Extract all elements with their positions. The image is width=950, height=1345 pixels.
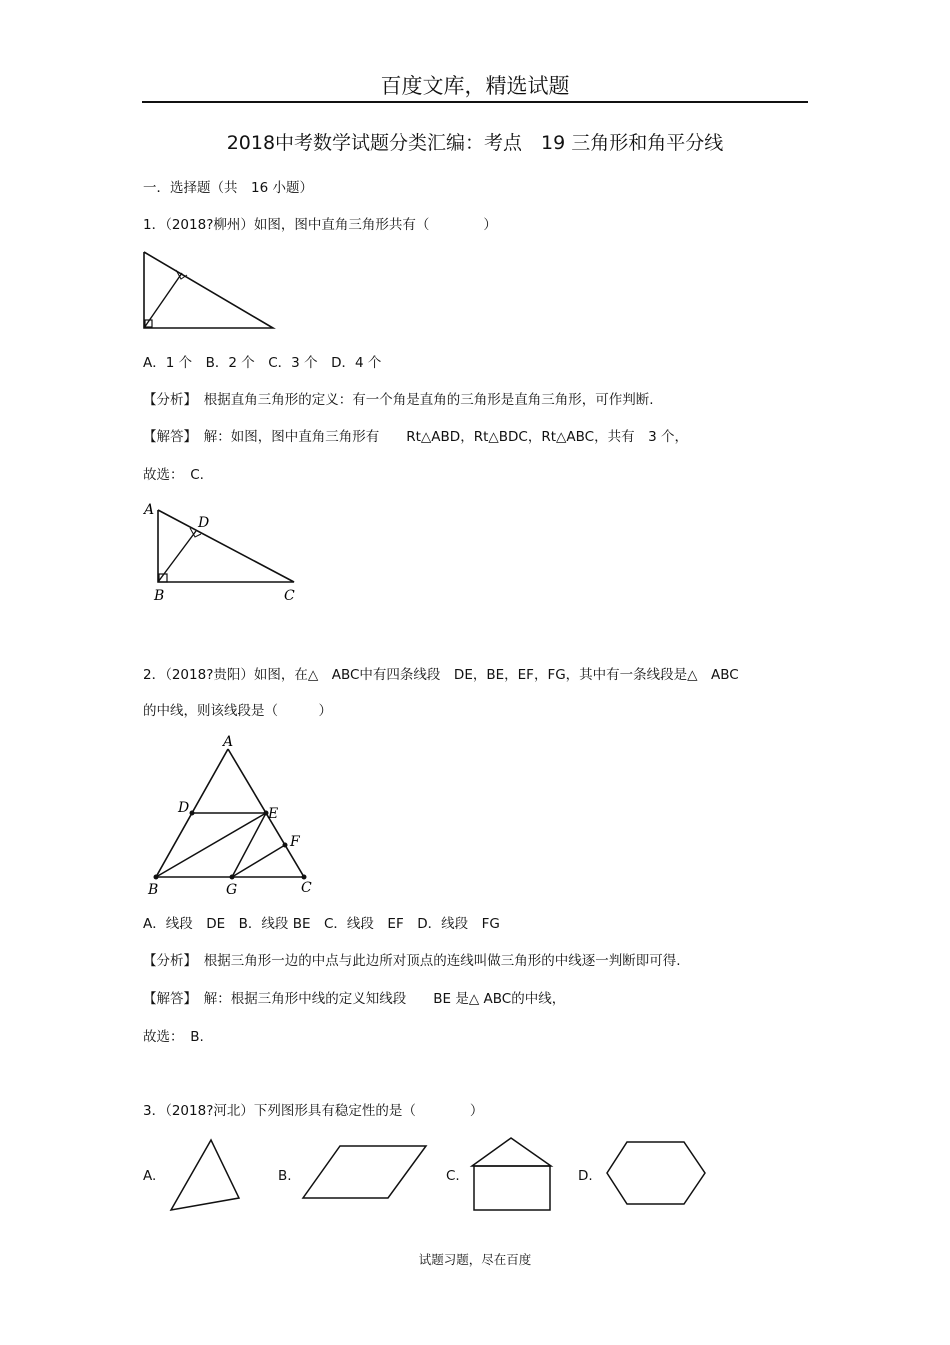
q2-answer: 【解答】 解：根据三角形中线的定义知线段 BE 是△ ABC的中线， <box>143 991 566 1007</box>
q1b-label-d: D <box>198 515 210 531</box>
q2-options: A．线段 DE B．线段 BE C．线段 EF D．线段 FG <box>143 916 500 932</box>
q2-label-e: E <box>268 806 279 822</box>
q1b-label-a: A <box>144 502 155 518</box>
q1-choice: 故选： C. <box>143 467 204 483</box>
q1-triangle <box>144 252 273 328</box>
q1b-label-c: C <box>284 588 295 604</box>
q2-stem-line1: 2．（2018?贵阳）如图，在△ ABC中有四条线段 DE，BE，EF，FG，其中有一条线段是△ ABC <box>143 667 739 683</box>
q3-option-c-house <box>468 1134 558 1216</box>
q3-option-d-label: D. <box>578 1168 593 1184</box>
q2-figure <box>140 732 330 897</box>
q1b-label-b: B <box>154 588 165 604</box>
q1-options: A．1 个 B．2 个 C．3 个 D．4 个 <box>143 355 382 371</box>
q2-label-c: C <box>301 880 312 896</box>
q1-figure-unlabeled <box>138 246 283 336</box>
q3-stem: 3．（2018?河北）下列图形具有稳定性的是（ ） <box>143 1103 484 1119</box>
q1-answer: 【解答】 解：如图，图中直角三角形有 Rt△ABD，Rt△BDC，Rt△ABC，共有 3 个， <box>143 429 688 445</box>
q2-label-b: B <box>148 882 159 897</box>
q2-stem-line2: 的中线，则该线段是（ ） <box>143 703 332 719</box>
q3-option-c-label: C. <box>446 1168 460 1184</box>
q2-label-g: G <box>226 882 238 897</box>
q2-label-a: A <box>223 734 234 750</box>
page-header-title: 百度文库，精选试题 <box>380 74 570 98</box>
q1-stem: 1．（2018?柳州）如图，图中直角三角形共有（ ） <box>143 217 497 233</box>
q3-option-b-parallelogram <box>300 1142 430 1204</box>
q1-analysis: 【分析】 根据直角三角形的定义：有一个角是直角的三角形是直角三角形，可作判断. <box>143 392 654 408</box>
q3-option-a-triangle <box>166 1136 246 1216</box>
q1b-triangle <box>158 510 294 582</box>
header-divider <box>142 101 808 103</box>
q3-option-a-label: A. <box>143 1168 157 1184</box>
q1-figure-labeled <box>138 498 308 608</box>
q2-choice: 故选： B. <box>143 1029 204 1045</box>
page-footer: 试题习题，尽在百度 <box>418 1252 532 1267</box>
q2-label-d: D <box>178 800 190 816</box>
document-title: 2018中考数学试题分类汇编：考点 19 三角形和角平分线 <box>226 132 724 154</box>
q3-option-b-label: B. <box>278 1168 292 1184</box>
section-heading: 一．选择题（共 16 小题） <box>143 180 313 196</box>
q2-label-f: F <box>290 834 300 850</box>
q3-option-d-hexagon <box>604 1138 710 1210</box>
q2-analysis: 【分析】 根据三角形一边的中点与此边所对顶点的连线叫做三角形的中线逐一判断即可得. <box>143 953 681 969</box>
